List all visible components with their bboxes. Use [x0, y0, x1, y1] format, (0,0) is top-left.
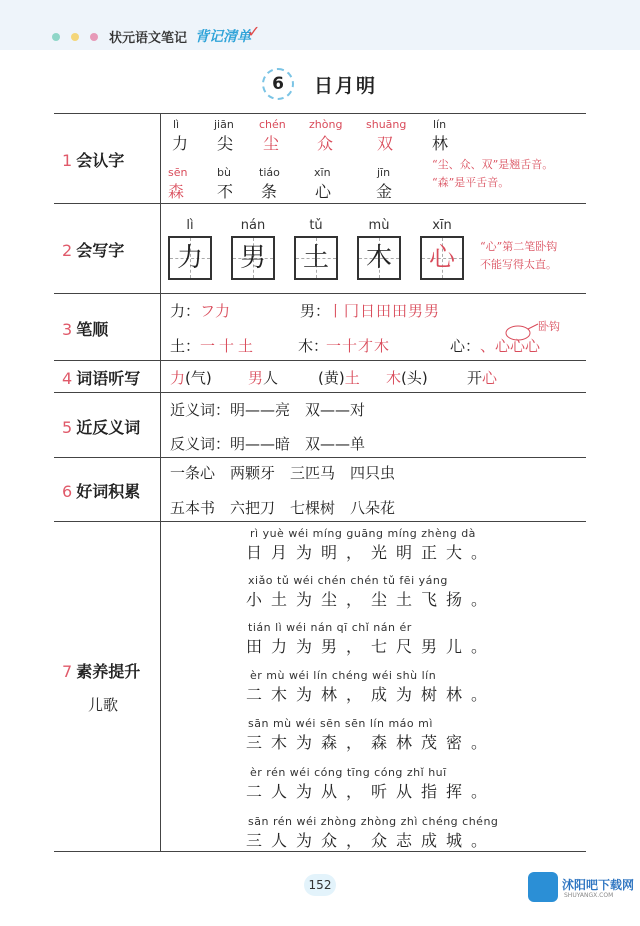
writing-grid [357, 236, 401, 280]
lesson-number: 6 [262, 68, 294, 100]
header-bar [0, 0, 640, 50]
row-divider [54, 360, 586, 361]
rhyme-pinyin: sān mù wéi sēn sēn lín máo mì [248, 717, 433, 730]
writing-grid [294, 236, 338, 280]
writing-grid [420, 236, 464, 280]
pinyin: shuāng [366, 118, 407, 131]
section-sublabel-rhyme: 儿歌 [88, 696, 119, 714]
rhyme-line: 三木为森，森林茂密。 [246, 733, 497, 752]
pinyin: jiān [214, 118, 234, 131]
section-label-literacy [62, 659, 140, 682]
watermark-subtext: SHUYANGX.COM [564, 892, 614, 899]
section-label-write [62, 238, 124, 261]
section-label-strokes [62, 317, 108, 340]
rhyme-pinyin: rì yuè wéi míng guāng míng zhèng dà [250, 527, 476, 540]
character: 条 [261, 182, 278, 201]
rhyme-line: 小土为尘，尘土飞扬。 [246, 590, 497, 609]
section-number: 4 [62, 369, 73, 388]
pinyin: bù [217, 166, 231, 179]
stroke-sequence: 丨冂日田田男男 [328, 302, 441, 320]
rhyme-line: 二人为从，听从指挥。 [246, 782, 497, 801]
character: 金 [376, 182, 393, 201]
section-label-recognize [62, 148, 124, 171]
section-number: 1 [62, 151, 73, 170]
pinyin: xīn [314, 166, 331, 179]
pinyin: lì [186, 218, 194, 233]
dictation-word: 男人 [248, 369, 279, 387]
page-number: 152 [304, 874, 336, 896]
synonym-line: 近义词：明——亮 双——对 [170, 401, 366, 419]
stroke-label: 木： [298, 337, 329, 355]
note-not-straight: 不能写得太直。 [480, 258, 557, 271]
grid-character: 力 [176, 243, 203, 273]
row-divider [54, 293, 586, 294]
dictation-word: 力(气) [170, 369, 212, 387]
section-title: 笔顺 [76, 320, 109, 339]
section-title: 会认字 [76, 151, 125, 170]
brand-title: 状元语文笔记 [109, 31, 188, 46]
section-number: 3 [62, 320, 73, 339]
pinyin: tǔ [309, 218, 323, 233]
pinyin: chén [259, 118, 286, 131]
grid-character: 木 [365, 243, 392, 273]
section-number: 5 [62, 418, 73, 437]
rhyme-line: 日月为明，光明正大。 [246, 543, 497, 562]
character: 众 [317, 134, 334, 153]
pinyin: tiáo [259, 166, 280, 179]
good-words-line: 五本书 六把刀 七棵树 八朵花 [170, 499, 396, 517]
section-title: 好词积累 [76, 482, 141, 501]
rhyme-line: 三人为众，众志成城。 [246, 831, 497, 850]
rhyme-line: 二木为林，成为树林。 [246, 685, 497, 704]
brand-subtitle: 背记清单 [195, 29, 251, 45]
section-title: 近反义词 [76, 418, 141, 437]
stroke-sequence: フ力 [200, 302, 231, 320]
dictation-word: 木(头) [386, 369, 428, 387]
character: 尖 [217, 134, 234, 153]
antonym-line: 反义词：明——暗 双——单 [170, 435, 366, 453]
pinyin: sēn [168, 166, 188, 179]
section-label-synonyms [62, 415, 140, 438]
section-title: 词语听写 [76, 369, 141, 388]
note-retroflex: “尘、众、双”是翘舌音。 [432, 158, 554, 171]
grid-character: 心 [428, 243, 455, 273]
writing-grid [231, 236, 275, 280]
character: 心 [315, 182, 332, 201]
pinyin: nán [240, 218, 266, 233]
section-number: 2 [62, 241, 73, 260]
rhyme-pinyin: èr mù wéi lín chéng wéi shù lín [250, 669, 437, 682]
section-title: 会写字 [76, 241, 125, 260]
stroke-sequence: 一十土 [200, 337, 258, 355]
grid-character: 男 [239, 243, 266, 273]
dictation-word: (黄)土 [318, 369, 360, 387]
pinyin: jīn [377, 166, 391, 179]
section-number: 7 [62, 662, 73, 681]
stroke-label: 心： [450, 337, 481, 355]
watermark-text: 沭阳吧下载网 [562, 878, 635, 892]
good-words-line: 一条心 两颗牙 三匹马 四只虫 [170, 464, 396, 482]
row-divider [54, 457, 586, 458]
stroke-label: 力： [170, 302, 201, 320]
row-divider [54, 521, 586, 522]
pinyin: lín [433, 118, 447, 131]
header-dots [52, 33, 98, 41]
check-icon: ✓ [247, 22, 261, 41]
character: 尘 [263, 134, 280, 153]
dot-yellow [71, 33, 79, 41]
row-divider [54, 392, 586, 393]
section-label-dictation [62, 366, 140, 389]
rhyme-pinyin: xiǎo tǔ wéi chén chén tǔ fēi yáng [248, 574, 448, 587]
stroke-sequence: 、心心心 [480, 337, 541, 355]
character: 双 [377, 134, 394, 153]
character: 林 [432, 134, 449, 153]
writing-grid [168, 236, 212, 280]
watermark-logo-icon [528, 872, 558, 902]
stroke-label: 男： [300, 302, 331, 320]
dictation-word: 开心 [467, 369, 498, 387]
rhyme-pinyin: sān rén wéi zhòng zhòng zhì chéng chéng [248, 815, 499, 828]
rhyme-pinyin: tián lì wéi nán qī chǐ nán ér [248, 621, 412, 634]
row-divider [54, 203, 586, 204]
character: 不 [217, 182, 234, 201]
note-wogou: “心”第二笔卧钩 [480, 240, 558, 253]
stroke-sequence: 一十才木 [326, 337, 391, 355]
wogou-label: 卧钩 [538, 320, 560, 333]
section-number: 6 [62, 482, 73, 501]
section-label-good-words [62, 479, 140, 502]
section-title: 素养提升 [76, 662, 141, 681]
pinyin: xīn [432, 218, 452, 233]
lesson-title: 日月明 [314, 75, 378, 97]
rhyme-line: 田力为男，七尺男儿。 [246, 637, 497, 656]
note-flat-tongue: “森”是平舌音。 [432, 176, 510, 189]
watermark [528, 870, 636, 904]
grid-character: 土 [302, 243, 329, 273]
dot-green [52, 33, 60, 41]
pinyin: zhòng [309, 118, 343, 131]
table-divider-vertical [160, 113, 161, 852]
pinyin: mù [368, 218, 390, 233]
character: 森 [168, 182, 185, 201]
pinyin: lì [173, 118, 180, 131]
dot-pink [90, 33, 98, 41]
character: 力 [172, 134, 189, 153]
stroke-label: 土： [170, 337, 201, 355]
rhyme-pinyin: èr rén wéi cóng tīng cóng zhǐ huī [250, 766, 447, 779]
